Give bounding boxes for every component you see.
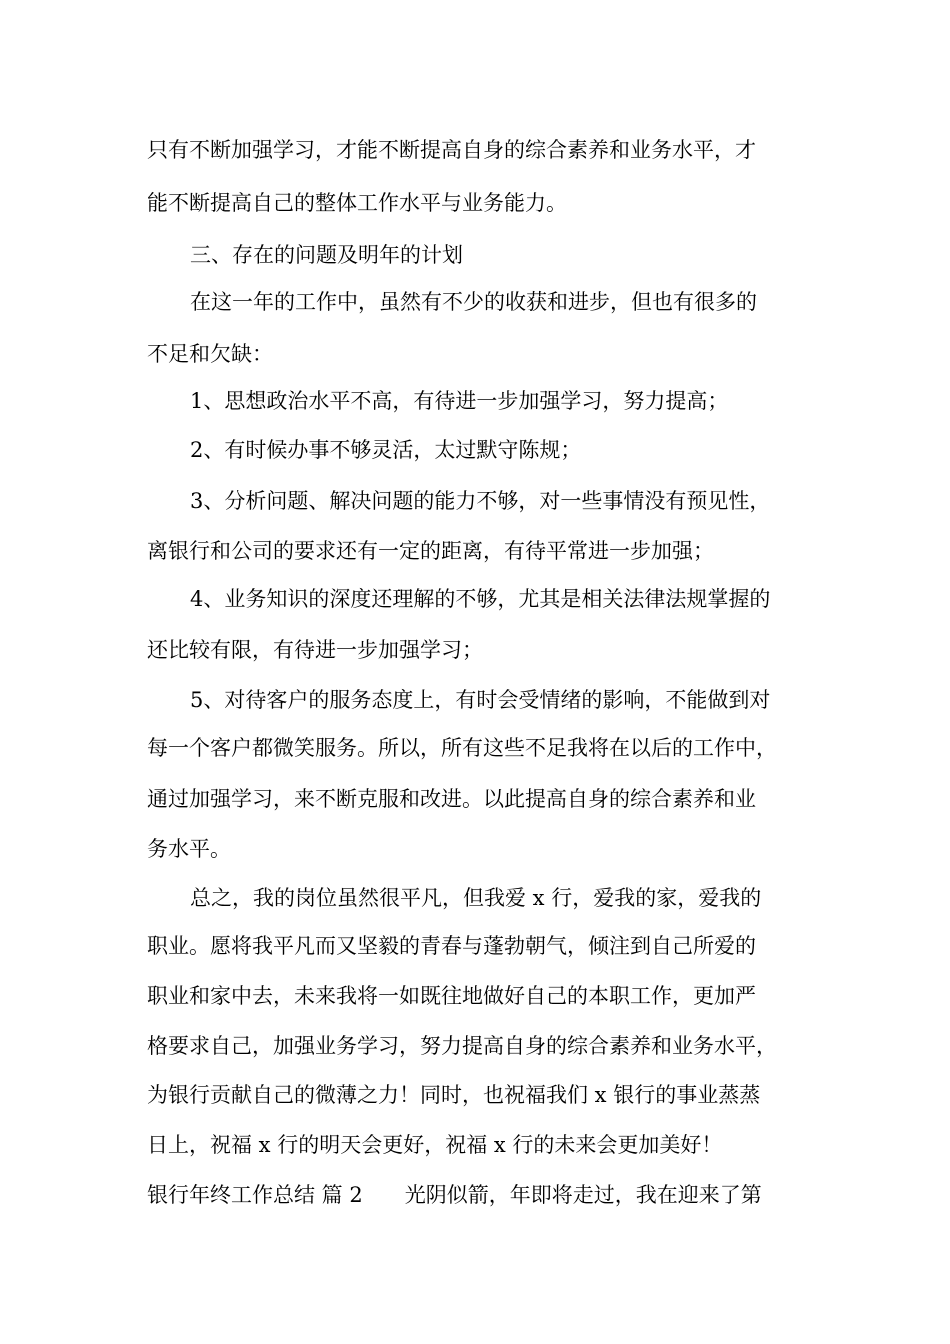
text-line: 职业和家中去，未来我将一如既往地做好自己的本职工作，更加严 xyxy=(147,984,756,1008)
text-line: 只有不断加强学习，才能不断提高自身的综合素养和业务水平，才 xyxy=(147,138,756,162)
text-line: 为银行贡献自己的微薄之力！同时，也祝福我们 x 银行的事业蒸蒸 xyxy=(147,1083,761,1107)
text-line: 在这一年的工作中，虽然有不少的收获和进步，但也有很多的 xyxy=(190,290,757,314)
text-line: 格要求自己，加强业务学习，努力提高自身的综合素养和业务水平， xyxy=(147,1034,777,1058)
text-line: 能不断提高自己的整体工作水平与业务能力。 xyxy=(147,191,567,215)
list-item: 1、思想政治水平不高，有待进一步加强学习，努力提高； xyxy=(190,389,729,413)
text-line: 还比较有限，有待进一步加强学习； xyxy=(147,638,483,662)
text-line: 不足和欠缺： xyxy=(147,342,273,366)
list-item: 4、业务知识的深度还理解的不够，尤其是相关法律法规掌握的 xyxy=(190,587,771,611)
text-line: 离银行和公司的要求还有一定的距离，有待平常进一步加强； xyxy=(147,539,714,563)
text-line: 职业。愿将我平凡而又坚毅的青春与蓬勃朝气，倾注到自己所爱的 xyxy=(147,934,756,958)
list-item: 5、对待客户的服务态度上，有时会受情绪的影响，不能做到对 xyxy=(190,688,771,712)
text-line: 银行年终工作总结 篇 2 光阴似箭，年即将走过，我在迎来了第 xyxy=(147,1183,762,1207)
text-line: 日上，祝福 x 行的明天会更好，祝福 x 行的未来会更加美好！ xyxy=(147,1133,723,1157)
text-line: 每一个客户都微笑服务。所以，所有这些不足我将在以后的工作中， xyxy=(147,736,777,760)
section-heading: 三、存在的问题及明年的计划 xyxy=(190,243,463,267)
text-line: 务水平。 xyxy=(147,837,231,861)
list-item: 2、有时候办事不够灵活，太过默守陈规； xyxy=(190,438,582,462)
text-line: 总之，我的岗位虽然很平凡，但我爱 x 行，爱我的家，爱我的 xyxy=(190,886,762,910)
text-line: 通过加强学习，来不断克服和改进。以此提高自身的综合素养和业 xyxy=(147,787,756,811)
list-item: 3、分析问题、解决问题的能力不够，对一些事情没有预见性， xyxy=(190,489,771,513)
